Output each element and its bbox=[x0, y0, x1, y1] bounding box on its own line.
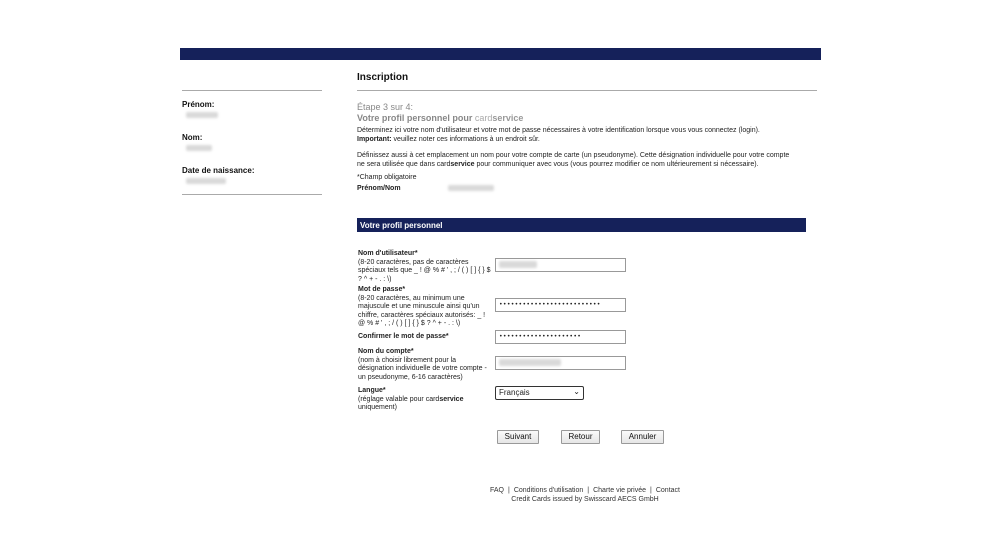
footer-links bbox=[470, 486, 700, 495]
intro-line: Déterminez ici votre nom d'utilisateur et votre mot de passe nécessaires à votre identification lorsque vous vous connectez (login). bbox=[357, 127, 760, 134]
brand-bold: service bbox=[492, 113, 524, 123]
language-row bbox=[358, 387, 628, 413]
redacted-account-name bbox=[499, 359, 561, 366]
footer bbox=[470, 486, 700, 504]
footer-separator: | bbox=[508, 487, 510, 494]
footer-link-terms[interactable]: Conditions d'utilisation bbox=[513, 487, 584, 494]
footer-link-privacy[interactable]: Charte vie privée bbox=[593, 487, 647, 494]
footer-link-contact[interactable]: Contact bbox=[655, 487, 680, 494]
account-name-hint: (nom à choisir librement pour la désignation individuelle de votre compte - un pseudonyme, 6-16 caractères) bbox=[358, 356, 487, 381]
next-button[interactable]: Suivant bbox=[497, 430, 539, 444]
username-label: Nom d'utilisateur* bbox=[358, 250, 418, 257]
footer-issuer: Credit Cards issued by Swisscard AECS GmbH bbox=[511, 496, 659, 503]
sidebar-label-lastname: Nom: bbox=[182, 133, 203, 142]
main-content bbox=[357, 72, 819, 193]
confirm-password-input[interactable]: ••••••••••••••••••••• bbox=[495, 330, 626, 344]
password-input[interactable]: •••••••••••••••••••••••••• bbox=[495, 298, 626, 312]
language-hint-brand: service bbox=[439, 395, 464, 403]
pseudonym-text-b: pour communiquer avec vous (vous pourrez modifier ce nom ultérieurement si nécessaire). bbox=[474, 160, 759, 168]
confirm-password-label: Confirmer le mot de passe* bbox=[358, 333, 449, 340]
account-name-input[interactable] bbox=[495, 356, 626, 370]
footer-separator: | bbox=[587, 487, 590, 494]
brand-prefix: card bbox=[474, 113, 493, 123]
password-hint: (8-20 caractères, au minimum une majuscule et une minuscule ainsi qu'un chiffre, caractères spéciaux autorisés: _ ! @ % # ' , ; / ( ) [ ] { } $ ? ^ + - . : \) bbox=[358, 294, 486, 327]
step-indicator: Étape 3 sur 4: bbox=[357, 102, 414, 112]
redacted-lastname bbox=[186, 145, 212, 151]
title-divider bbox=[357, 90, 817, 91]
pseudonym-text bbox=[357, 152, 797, 169]
mandatory-note: *Champ obligatoire bbox=[357, 174, 417, 181]
sidebar-label-birthdate: Date de naissance: bbox=[182, 166, 255, 175]
sidebar-personal-info bbox=[182, 90, 322, 195]
important-label: Important: bbox=[357, 135, 392, 143]
sidebar-field-birthdate bbox=[182, 166, 322, 190]
redacted-username bbox=[499, 261, 537, 268]
language-selected: Français bbox=[499, 388, 530, 397]
profile-heading-text: Votre profil personnel pour bbox=[357, 113, 473, 123]
intro-text bbox=[357, 127, 819, 144]
pseudonym-text-a: Définissez aussi à cet emplacement un nom pour votre compte de carte (un pseudonyme). Cette désignation individuelle pour votre compte ne sera utilisée que dans card bbox=[357, 152, 790, 168]
footer-link-faq[interactable]: FAQ bbox=[490, 487, 505, 494]
language-label: Langue* bbox=[358, 387, 386, 394]
footer-separator: | bbox=[650, 487, 652, 494]
redacted-birthdate bbox=[186, 178, 226, 184]
language-hint-b: uniquement) bbox=[358, 404, 397, 411]
language-hint bbox=[358, 396, 498, 413]
name-summary-label: Prénom/Nom bbox=[357, 185, 401, 192]
chevron-down-icon: ⌄ bbox=[573, 387, 580, 396]
name-summary bbox=[357, 185, 819, 193]
top-banner bbox=[180, 48, 821, 60]
sidebar-field-firstname bbox=[182, 100, 322, 124]
section-header: Votre profil personnel bbox=[357, 218, 806, 232]
page-title: Inscription bbox=[357, 72, 409, 83]
username-input[interactable] bbox=[495, 258, 626, 272]
redacted-fullname bbox=[448, 185, 494, 191]
account-name-label: Nom du compte* bbox=[358, 348, 414, 355]
sidebar-top-divider bbox=[182, 90, 322, 91]
language-hint-a: (réglage valable pour card bbox=[358, 395, 440, 403]
sidebar-field-lastname bbox=[182, 133, 322, 157]
sidebar-bottom-divider bbox=[182, 194, 322, 195]
redacted-firstname bbox=[186, 112, 218, 118]
cancel-button[interactable]: Annuler bbox=[621, 430, 664, 444]
back-button[interactable]: Retour bbox=[561, 430, 600, 444]
password-label: Mot de passe* bbox=[358, 286, 406, 293]
pseudonym-brand: service bbox=[450, 160, 475, 168]
profile-heading bbox=[357, 113, 819, 123]
sidebar-label-firstname: Prénom: bbox=[182, 100, 215, 109]
important-text: veuillez noter ces informations à un endroit sûr. bbox=[391, 135, 540, 143]
brand-name bbox=[475, 113, 524, 123]
language-select[interactable] bbox=[495, 386, 584, 400]
username-hint: (8-20 caractères, pas de caractères spéciaux tels que _ ! @ % # ' , ; / ( ) [ ] { } $ ? ^ + - . : \) bbox=[358, 258, 491, 283]
